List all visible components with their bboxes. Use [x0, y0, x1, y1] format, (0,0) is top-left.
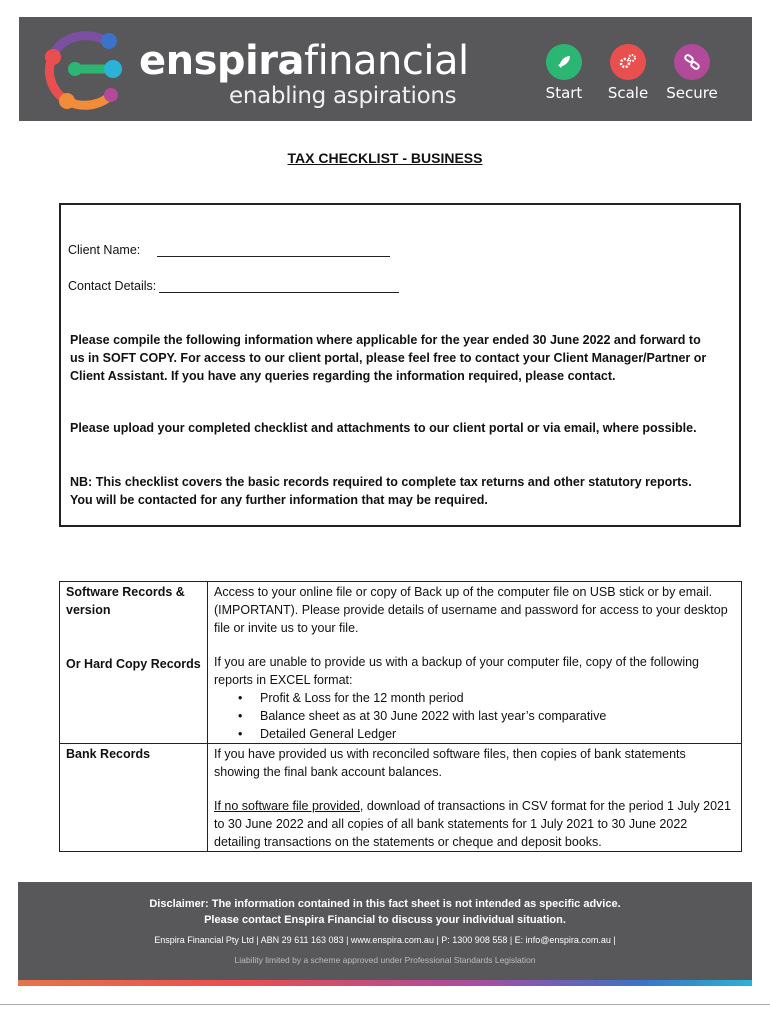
list-item: • Detailed General Ledger — [260, 725, 735, 743]
page-divider — [0, 1004, 770, 1005]
contact-details-row — [68, 279, 399, 293]
gears-icon — [610, 44, 646, 80]
footer-contact: Enspira Financial Pty Ltd | ABN 29 611 163 083 | www.enspira.com.au | P: 1300 908 558 | E: info@enspira.com.au | — [154, 935, 616, 945]
disclaimer: Disclaimer: The information contained in this fact sheet is not intended as specific advice. Please contact Enspira Financial to discuss your individual situation. — [149, 898, 621, 926]
records-table — [59, 581, 742, 852]
bank-records-no-software-text: If no software file provided, download of transactions in CSV format for the period 1 July 2021 to 30 June 2022 and all copies of all bank statements for 1 July 2021 to 30 June 2022 detailing transactions on the statements or cheque and deposit books. — [214, 799, 731, 849]
footer-banner — [18, 882, 752, 986]
page-title: TAX CHECKLIST - BUSINESS — [287, 150, 483, 166]
table-label-cell — [60, 582, 208, 744]
list-item: • Profit & Loss for the 12 month period — [260, 689, 735, 707]
intro-paragraph-1: Please compile the following information where applicable for the year ended 30 June 2022 and forward to us in SOFT COPY. For access to our client portal, please feel free to contact your Client Manager/Partner or Client Assistant. If you have any queries regarding the information required, please contact. — [70, 333, 707, 383]
rocket-icon — [546, 44, 582, 80]
reports-list — [260, 689, 735, 743]
table-row — [60, 582, 742, 744]
intro-box — [59, 203, 741, 527]
brand-name: enspirafinancial — [139, 38, 469, 84]
client-name-row — [68, 243, 390, 257]
pillar-secure: Secure — [662, 44, 722, 102]
table-value-cell — [208, 744, 742, 852]
footer-liability: Liability limited by a scheme approved under Professional Standards Legislation — [234, 955, 536, 965]
bank-records-label: Bank Records — [60, 744, 208, 852]
contact-details-label: Contact Details: — [68, 279, 157, 293]
software-records-text: Access to your online file or copy of Back up of the computer file on USB stick or by email. (IMPORTANT). Please provide details of username and password for access to your desktop file or invite us to your file. — [214, 585, 728, 635]
hard-copy-records-label: Or Hard Copy Records — [66, 657, 201, 671]
client-name-label: Client Name: — [68, 243, 141, 257]
software-records-label: Software Records & version — [66, 585, 185, 617]
enspira-logo-icon — [37, 25, 133, 113]
brand-tagline: enabling aspirations — [229, 83, 457, 109]
footer-color-stripe — [18, 980, 752, 986]
list-item: • Balance sheet as at 30 June 2022 with last year’s comparative — [260, 707, 735, 725]
intro-paragraph-2: Please upload your completed checklist and attachments to our client portal or via email, where possible. — [70, 421, 697, 435]
link-icon — [674, 44, 710, 80]
pillar-scale: Scale — [598, 44, 658, 102]
table-value-cell — [208, 582, 742, 744]
hard-copy-records-text: If you are unable to provide us with a backup of your computer file, copy of the following reports in EXCEL format: — [214, 655, 699, 687]
contact-details-field[interactable] — [159, 279, 399, 293]
intro-paragraph-3: NB: This checklist covers the basic records required to complete tax returns and other statutory reports. You will be contacted for any further information that may be required. — [70, 475, 692, 507]
table-row — [60, 744, 742, 852]
pillar-start: Start — [534, 44, 594, 102]
client-name-field[interactable] — [157, 243, 390, 257]
bank-records-text: If you have provided us with reconciled software files, then copies of bank statements showing the final bank account balances. — [214, 747, 686, 779]
header-banner — [19, 17, 752, 121]
